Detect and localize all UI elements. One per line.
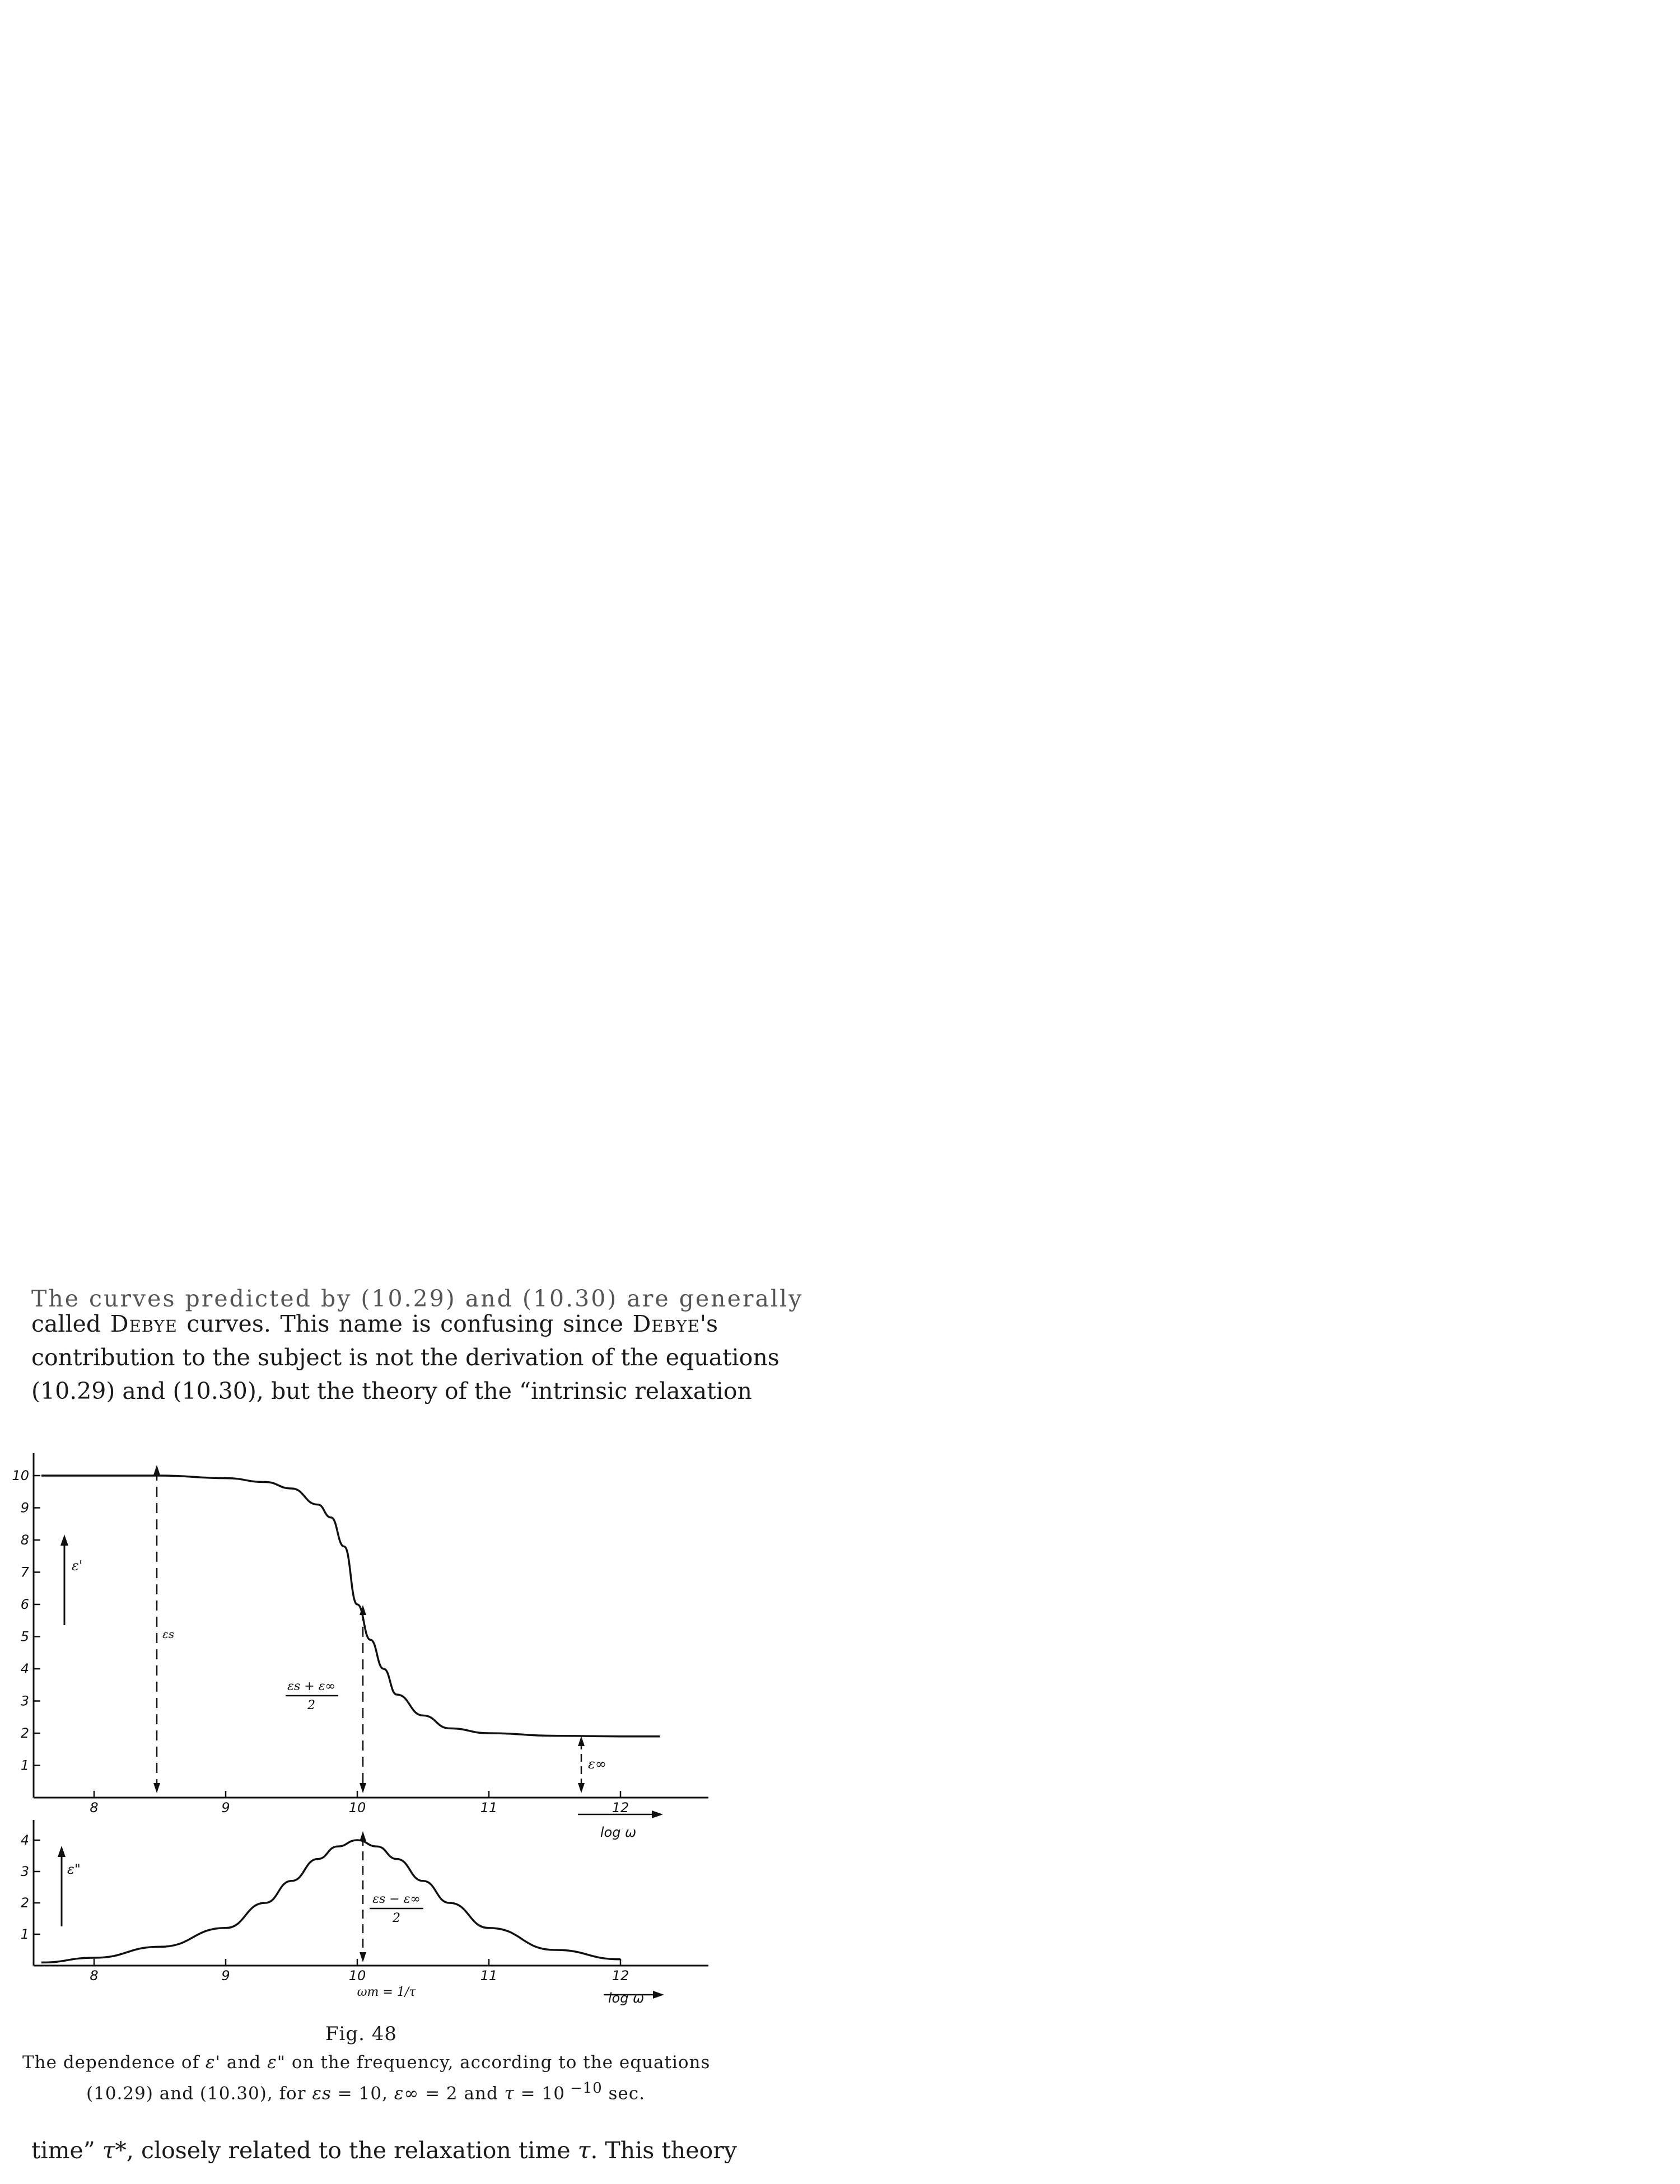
text-run: time” <box>31 2137 102 2164</box>
midpoint-label-denominator: 2 <box>307 1698 315 1712</box>
text-run: = 2 and <box>419 2083 505 2104</box>
text-line-3: (10.29) and (10.30), but the theory of the “intrinsic relaxation <box>31 1378 752 1404</box>
text-run: (10.29) and (10.30), for <box>86 2083 312 2104</box>
y-tick-label: 7 <box>20 1564 29 1580</box>
body-text-bottom <box>31 2134 737 2167</box>
text-line-cut: The curves predicted by (10.29) and (10.30) are generally <box>31 1285 804 1312</box>
y-tick-label: 4 <box>20 1832 29 1848</box>
x-tick-label: 8 <box>90 1968 99 1984</box>
peak-arrow <box>360 1831 366 1962</box>
x-tick-label: 12 <box>612 1800 629 1816</box>
text-run: , closely related to the relaxation time <box>126 2137 578 2164</box>
x-tick-label: 11 <box>480 1800 498 1816</box>
text-line-2: contribution to the subject is not the derivation of the equations <box>31 1344 780 1371</box>
text-run: = 10, <box>331 2083 394 2104</box>
epsilon-s-arrow <box>153 1465 160 1793</box>
text-run: curves. This name is confusing since <box>177 1310 633 1337</box>
epsilon-prime-curve <box>41 1476 660 1737</box>
y-tick-label: 2 <box>20 1895 29 1911</box>
text-run: = 10 <box>514 2083 565 2104</box>
epsilon-double-prime-panel <box>21 1820 708 2006</box>
text-run: called <box>31 1310 110 1337</box>
text-run: and <box>221 2052 268 2073</box>
epsilon-double-prime-curve <box>41 1840 620 1962</box>
y-tick-label: 1 <box>20 1926 29 1942</box>
caption-line-2 <box>22 2075 709 2106</box>
epsilon-double-prime-arrow <box>58 1846 66 1926</box>
symbol: εs <box>312 2083 332 2104</box>
y-tick-label: 2 <box>20 1725 29 1741</box>
epsilon-prime-label: ε' <box>72 1558 83 1574</box>
y-tick-label: 6 <box>20 1597 29 1612</box>
midpoint-label-numerator: εs + ε∞ <box>287 1679 335 1693</box>
y-tick-label: 1 <box>20 1757 29 1774</box>
x-tick-label: 9 <box>221 1800 230 1816</box>
x-tick-label: 11 <box>480 1968 498 1984</box>
y-tick-label: 3 <box>20 1864 29 1879</box>
y-tick-label: 9 <box>20 1500 29 1516</box>
caption-line-1 <box>22 2050 709 2075</box>
y-tick-label: 4 <box>20 1661 29 1677</box>
x-axis-label-upper: log ω <box>600 1824 637 1840</box>
text-line-bottom <box>31 2134 737 2167</box>
epsilon-prime-arrow <box>60 1534 68 1625</box>
x-tick-label: 10 <box>348 1800 366 1816</box>
y-tick-label: 3 <box>20 1693 29 1709</box>
epsilon-double-prime-label: ε" <box>67 1861 81 1877</box>
x-tick-label: 12 <box>612 1968 629 1984</box>
text-run: 's <box>699 1310 718 1337</box>
text-run: The dependence of <box>22 2052 206 2073</box>
symbol: ε∞ <box>394 2083 419 2104</box>
y-tick-label: 8 <box>20 1532 29 1548</box>
figure-48 <box>0 1445 722 2010</box>
symbol: τ <box>504 2083 515 2104</box>
peak-label-numerator: εs − ε∞ <box>372 1892 421 1906</box>
y-tick-label: 5 <box>20 1628 29 1645</box>
x-axis-label-lower: log ω <box>608 1990 645 2006</box>
exponent: −10 <box>564 2080 603 2097</box>
symbol: ε" <box>267 2052 286 2073</box>
epsilon-prime-panel <box>12 1453 708 1840</box>
epsilon-inf-label: ε∞ <box>588 1756 606 1772</box>
symbol: τ <box>577 2137 591 2164</box>
text-run: . This theory <box>590 2137 737 2164</box>
y-tick-label: 10 <box>12 1468 29 1483</box>
epsilon-s-label: εs <box>162 1627 174 1641</box>
text-line-1 <box>31 1307 718 1341</box>
x-tick-label: 9 <box>221 1968 230 1984</box>
x-tick-label: 8 <box>90 1800 99 1816</box>
figure-caption <box>22 2050 709 2106</box>
peak-label-denominator: 2 <box>393 1911 400 1925</box>
text-run: sec. <box>602 2083 645 2104</box>
text-run: on the frequency, according to the equations <box>285 2052 711 2073</box>
figure-number: Fig. 48 <box>325 2023 398 2045</box>
epsilon-inf-arrow <box>578 1736 585 1793</box>
body-text-top <box>31 1285 804 1408</box>
author-name: Debye <box>110 1310 178 1337</box>
author-name: Debye <box>632 1310 700 1337</box>
symbol: τ* <box>102 2137 127 2164</box>
x-tick-label: 10 <box>348 1968 366 1984</box>
omega-m-label: ωm = 1/τ <box>357 1985 416 1999</box>
symbol: ε' <box>205 2052 221 2073</box>
